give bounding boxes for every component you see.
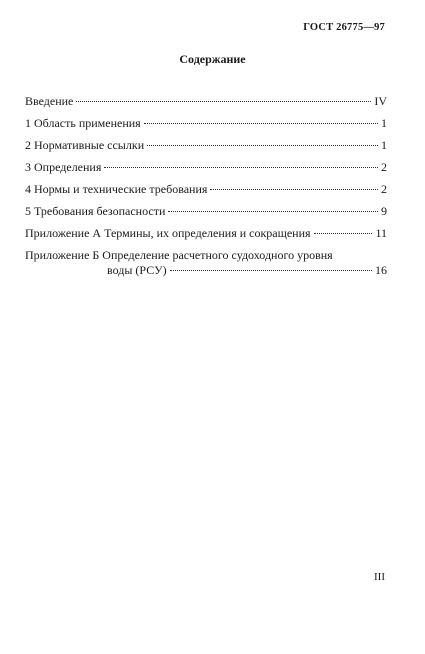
toc-leader-dots: [314, 233, 373, 234]
toc-entry-appendix-b[interactable]: [25, 248, 387, 278]
document-code: ГОСТ 26775—97: [303, 22, 385, 33]
toc-entry-page: 16: [375, 263, 387, 277]
toc-entry-label: 1 Область применения: [25, 116, 141, 130]
toc-leader-dots: [147, 145, 378, 146]
toc-leader-dots: [210, 189, 378, 190]
toc-entry-label: Приложение А Термины, их определения и сокращения: [25, 226, 311, 240]
toc-leader-dots: [104, 167, 378, 168]
toc-entry-requirements[interactable]: [25, 182, 387, 197]
toc-entry-definitions[interactable]: [25, 160, 387, 175]
toc-entry-label: 2 Нормативные ссылки: [25, 138, 145, 152]
toc-entry-references[interactable]: [25, 138, 387, 153]
toc-entry-label: 3 Определения: [25, 160, 102, 174]
toc-entry-page: 1: [381, 138, 387, 152]
toc-title: Содержание: [179, 52, 246, 66]
toc-entry-page: 11: [375, 226, 387, 240]
toc-entry-page: IV: [374, 94, 387, 108]
toc-entry-page: 2: [381, 182, 387, 196]
toc-entry-label: 5 Требования безопасности: [25, 204, 166, 218]
toc-leader-dots: [144, 123, 378, 124]
toc-entry-label-line2: воды (РСУ): [107, 263, 167, 277]
page-number: III: [374, 571, 385, 583]
toc-leader-dots: [76, 101, 371, 102]
toc-entry-label-line1: Приложение Б Определение расчетного судоходного уровня: [25, 248, 333, 262]
toc-entry-page: 1: [381, 116, 387, 130]
toc-leader-dots: [170, 270, 372, 271]
toc-entry-appendix-a[interactable]: [25, 226, 387, 241]
toc-entry-label: Введение: [25, 94, 74, 108]
toc-entry-introduction[interactable]: [25, 94, 387, 109]
toc-leader-dots: [168, 211, 378, 212]
toc-entry-label: 4 Нормы и технические требования: [25, 182, 208, 196]
toc-entry-safety[interactable]: [25, 204, 387, 219]
toc-entry-scope[interactable]: [25, 116, 387, 131]
toc-entry-line2: [25, 263, 387, 278]
toc-entry-page: 2: [381, 160, 387, 174]
table-of-contents: [25, 94, 387, 285]
toc-entry-page: 9: [381, 204, 387, 218]
